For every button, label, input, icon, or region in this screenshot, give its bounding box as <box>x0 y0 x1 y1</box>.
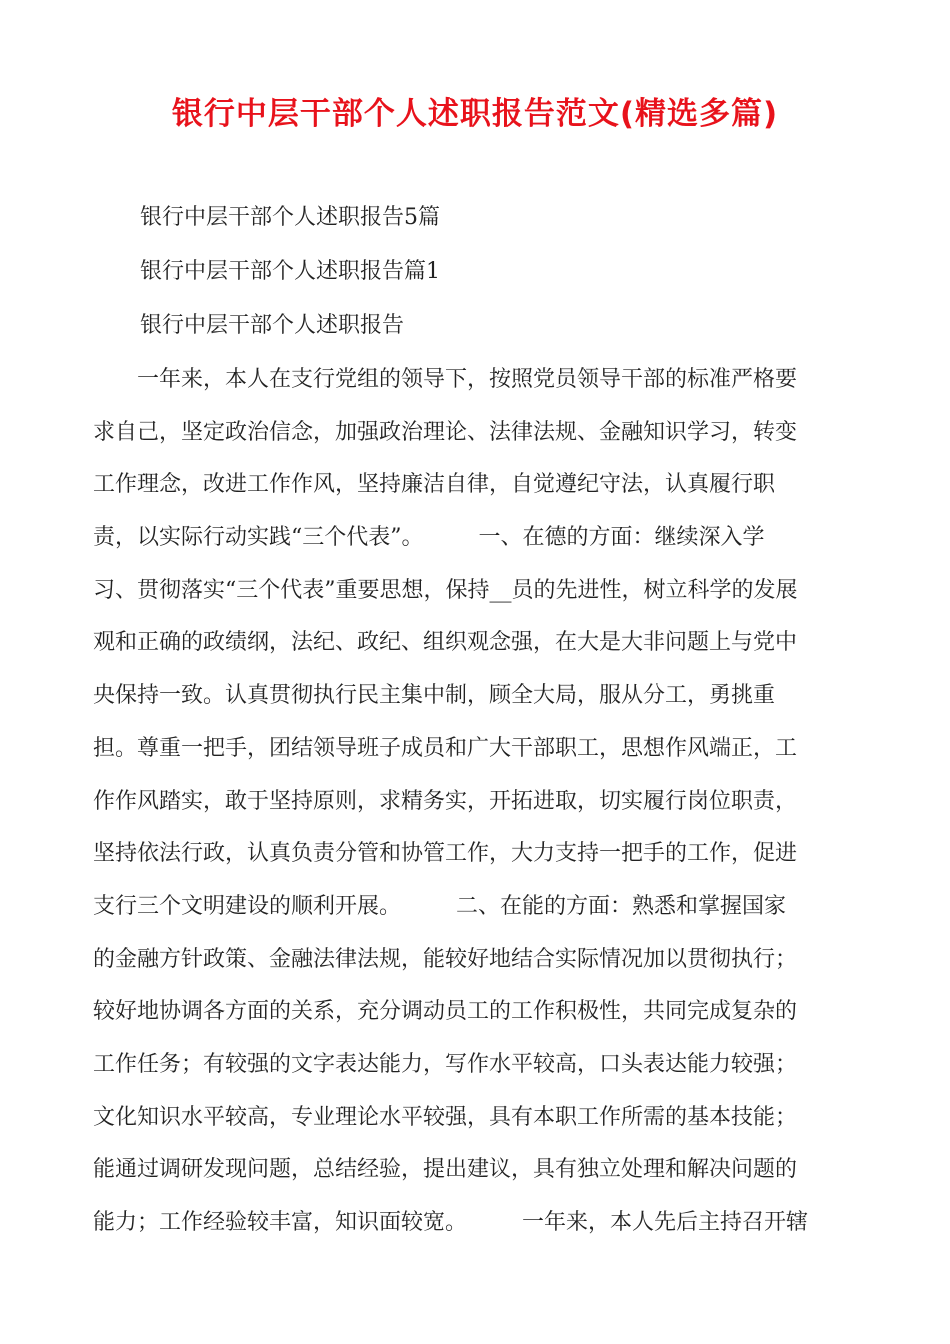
body-line: 习、贯彻落实“三个代表”重要思想，保持__员的先进性，树立科学的发展 <box>93 577 798 603</box>
heading-line-3: 银行中层干部个人述职报告 <box>140 313 405 338</box>
body-line: 的金融方针政策、金融法律法规，能较好地结合实际情况加以贯彻执行； <box>93 946 798 972</box>
body-line: 能力；工作经验较丰富，知识面较宽。 一年来，本人先后主持召开辖 <box>93 1210 809 1235</box>
body-line: 央保持一致。认真贯彻执行民主集中制，顾全大局，服从分工，勇挑重 <box>93 683 776 709</box>
body-line: 工作理念，改进工作作风，坚持廉洁自律，自觉遵纪守法，认真履行职 <box>93 472 776 498</box>
heading-line-1: 银行中层干部个人述职报告5篇 <box>140 205 440 230</box>
body-line: 责，以实际行动实践“三个代表”。 一、在德的方面：继续深入学 <box>93 525 765 551</box>
body-line: 作作风踏实，敢于坚持原则，求精务实，开拓进取，切实履行岗位职责， <box>93 788 798 814</box>
body-line: 文化知识水平较高，专业理论水平较强，具有本职工作所需的基本技能； <box>93 1104 798 1130</box>
body-line: 担。尊重一把手，团结领导班子成员和广大干部职工，思想作风端正，工 <box>93 735 798 761</box>
body-text <box>93 354 863 1250</box>
heading-line-2: 银行中层干部个人述职报告篇1 <box>140 259 440 284</box>
body-line: 坚持依法行政，认真负责分管和协管工作，大力支持一把手的工作，促进 <box>93 841 798 867</box>
body-line: 观和正确的政绩纲，法纪、政纪、组织观念强，在大是大非问题上与党中 <box>93 630 798 656</box>
body-line: 求自己，坚定政治信念，加强政治理论、法律法规、金融知识学习，转变 <box>93 419 798 445</box>
body-line: 支行三个文明建设的顺利开展。 二、在能的方面：熟悉和掌握国家 <box>93 893 787 919</box>
body-line: 工作任务；有较强的文字表达能力，写作水平较高，口头表达能力较强； <box>93 1051 798 1077</box>
body-line: 较好地协调各方面的关系，充分调动员工的工作积极性，共同完成复杂的 <box>93 999 798 1025</box>
body-line: 一年来，本人在支行党组的领导下，按照党员领导干部的标准严格要 <box>93 367 798 392</box>
document-title: 银行中层干部个人述职报告范文(精选多篇) <box>171 96 779 132</box>
body-line: 能通过调研发现问题，总结经验，提出建议，具有独立处理和解决问题的 <box>93 1157 798 1183</box>
